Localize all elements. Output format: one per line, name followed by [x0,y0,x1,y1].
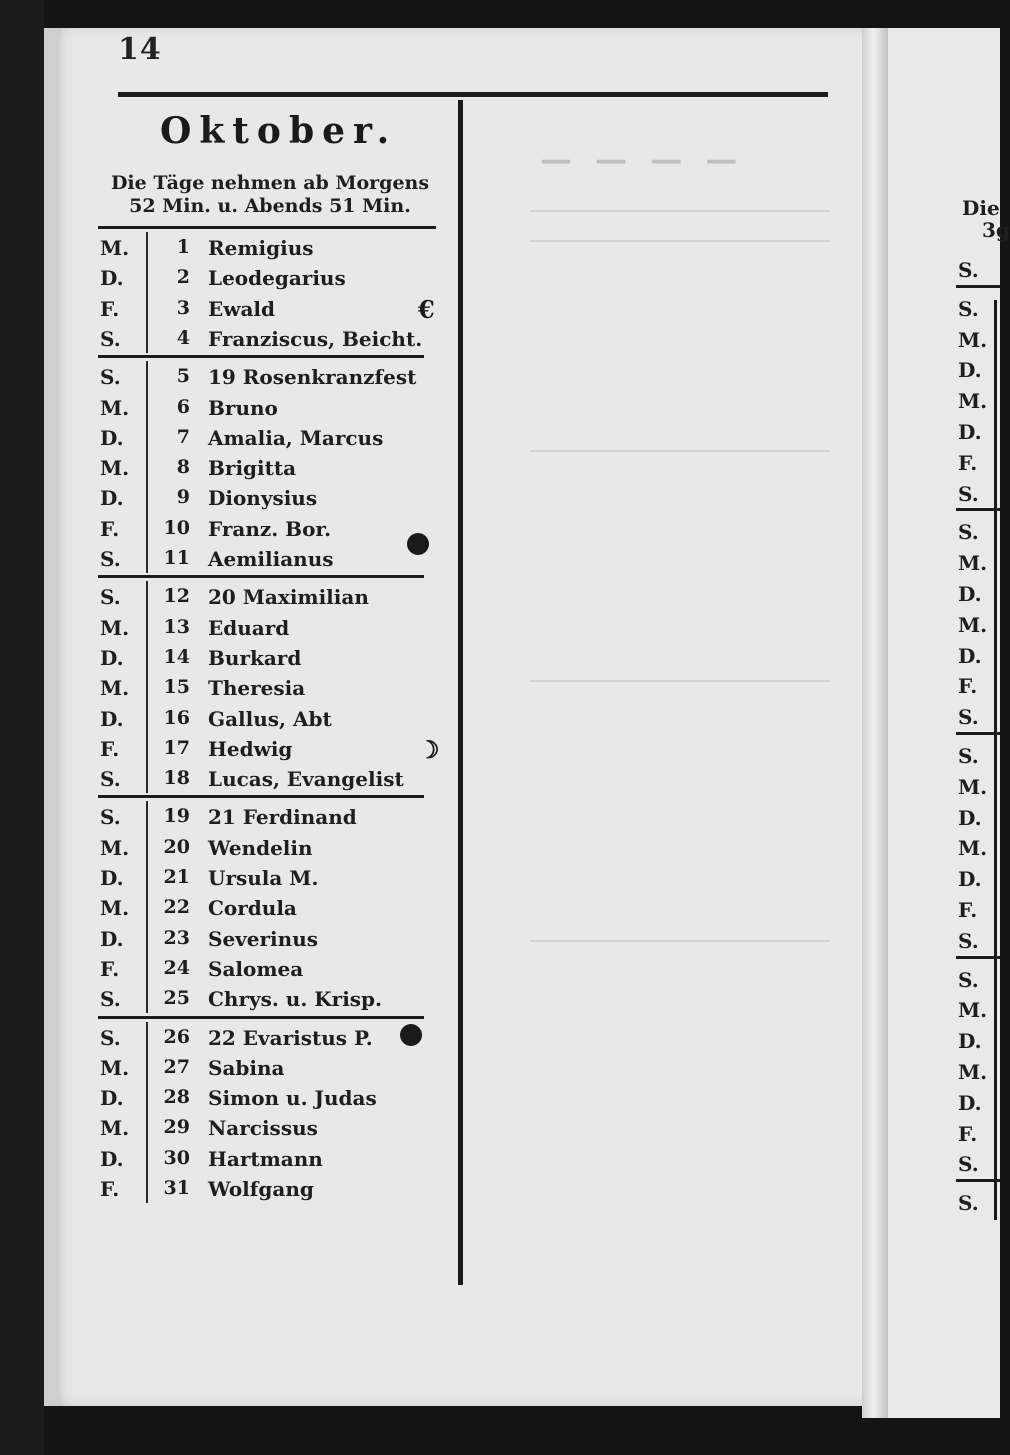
calendar-row [0,1116,440,1146]
calendar-row [0,616,440,646]
right-page-weekday: D. [958,420,982,444]
moon-phase-icon: ☽ [418,734,440,764]
saint-name: Theresia [208,676,306,701]
month-title: Oktober. [160,110,398,152]
right-page-header-1: Die [962,196,1000,220]
right-page-weekday: S. [958,928,979,953]
saint-name: Wolfgang [208,1177,314,1201]
saint-name: Leodegarius [208,266,346,291]
saint-name: Narcissus [208,1116,318,1141]
weekday: S. [100,326,121,351]
day-number: 10 [163,516,190,539]
bleed-line [530,240,830,242]
day-number: 25 [163,987,190,1010]
page-number: 14 [118,32,162,67]
day-number: 27 [163,1055,190,1078]
weekday: M. [100,236,130,260]
right-page-weekday: M. [958,998,988,1023]
right-page-weekday: D. [958,358,982,383]
day-length-line-2: 52 Min. u. Abends 51 Min. [129,195,411,217]
right-page-weekday: S. [958,1152,979,1177]
day-number: 5 [176,365,190,388]
weekday-divider [146,1022,148,1204]
weekday: D. [100,866,124,890]
weekday: D. [100,645,124,670]
day-number: 19 [163,805,190,828]
calendar-row [0,927,440,957]
bleed-through-text [470,120,830,1300]
saint-name: Eduard [208,615,290,640]
saint-name: Chrys. u. Krisp. [208,987,382,1012]
calendar-row [0,866,440,896]
weekday: F. [100,1177,120,1201]
day-number: 6 [176,395,190,418]
day-number: 26 [163,1025,190,1048]
right-page-weekday: D. [958,867,982,892]
calendar-row [0,236,440,266]
calendar-row [0,676,440,706]
calendar-row [0,327,440,357]
saint-name: Ursula M. [208,866,319,890]
weekday: D. [100,926,124,951]
day-length-line-1: Die Täge nehmen ab Morgens [110,172,430,194]
day-number: 14 [163,645,190,668]
right-page-weekday: F. [958,1121,978,1146]
saint-name: Franziscus, Beicht. [208,326,423,351]
full-moon-icon [407,533,429,555]
saint-name: Salomea [208,956,304,981]
saint-name: Hartmann [208,1146,323,1171]
weekday: F. [100,956,120,981]
right-page-weekday: F. [958,898,978,922]
calendar-row [0,734,440,767]
calendar-row [0,957,440,987]
week-rule [98,355,424,358]
day-number: 18 [163,767,190,790]
weekday: M. [100,615,130,640]
day-number: 8 [176,456,190,479]
weekday: M. [100,456,130,481]
saint-name: 22 Evaristus P. [208,1025,373,1050]
calendar-row [0,836,440,866]
day-number: 3 [176,296,190,319]
day-number: 16 [163,706,190,729]
right-page-rule [956,732,1000,735]
bleed-line [530,940,830,942]
calendar-row [0,426,440,456]
saint-name: Brigitta [208,456,297,481]
saint-name: Dionysius [208,486,318,511]
column-divider [458,100,463,1285]
right-page-rule [956,285,1000,288]
calendar-row [0,365,440,395]
day-number: 11 [163,547,190,569]
saint-name: 20 Maximilian [208,585,369,610]
weekday: D. [100,266,124,291]
weekday: M. [100,835,130,860]
calendar-row [0,396,440,426]
week-rule [98,1016,424,1019]
right-page-rule [956,1179,1000,1182]
saint-name: Severinus [208,926,318,951]
saint-name: Franz. Bor. [208,516,332,541]
calendar-row [0,486,440,516]
weekday: S. [100,585,121,610]
saint-name: 21 Ferdinand [208,805,357,830]
saint-name: Aemilianus [208,547,334,571]
right-page-weekday: S. [958,705,979,730]
right-page-weekday: F. [958,674,978,699]
day-number: 30 [163,1146,190,1169]
week-rule [98,575,424,578]
right-page-rule [956,508,1000,511]
weekday: S. [100,547,121,571]
calendar-row [0,767,440,797]
saint-name: Cordula [208,896,297,921]
day-number: 23 [163,926,190,949]
weekday: F. [100,516,120,541]
weekday: S. [100,365,121,390]
calendar-row [0,805,440,835]
day-number: 15 [163,676,190,699]
saint-name: Remigius [208,236,314,260]
calendar-row [0,896,440,926]
weekday: D. [100,706,124,731]
saint-name: Ewald [208,296,276,321]
right-page-weekday: M. [958,612,988,637]
weekday: F. [100,296,120,321]
weekday-divider [146,581,148,793]
weekday: S. [100,767,121,792]
right-page-weekday: S. [958,520,979,545]
weekday: S. [100,805,121,830]
saint-name: Wendelin [208,835,313,860]
calendar-row [0,547,440,577]
day-number: 21 [163,866,190,888]
weekday-divider [146,232,148,353]
weekday: M. [100,395,130,420]
right-page-weekday: M. [958,551,988,576]
moon-phase-icon: € [418,294,435,324]
right-page-weekday: D. [958,582,982,606]
weekday: D. [100,425,124,450]
right-page-weekday: D. [958,805,982,830]
day-number: 17 [163,736,190,759]
weekday: D. [100,1086,124,1111]
right-page-rule [956,956,1000,959]
calendar-row [0,1086,440,1116]
weekday: D. [100,1146,124,1171]
bleed-line [530,210,830,212]
week-rule [98,795,424,798]
weekday: M. [100,1055,130,1080]
bleed-line [530,450,830,452]
saint-name: Amalia, Marcus [208,425,384,450]
saint-name: Gallus, Abt [208,706,332,731]
day-number: 29 [163,1116,190,1139]
weekday: D. [100,486,124,511]
header-rule [118,92,828,97]
right-page-weekday: M. [958,1060,988,1084]
day-number: 28 [163,1086,190,1109]
bleed-through-title: — — — — [540,140,744,178]
day-number: 12 [163,585,190,608]
calendar-row [0,266,440,296]
day-number: 4 [176,326,190,349]
calendar-row [0,1147,440,1177]
weekday-divider [146,361,148,573]
saint-name: Hedwig [208,736,293,761]
calendar-row [0,517,440,547]
right-page-weekday: M. [958,327,988,352]
weekday: S. [100,987,121,1012]
new-moon-icon [400,1024,422,1046]
saint-name: Sabina [208,1055,285,1080]
weekday: M. [100,896,130,921]
weekday-divider [146,801,148,1013]
calendar-row [0,1056,440,1086]
saint-name: Burkard [208,645,302,670]
saint-name: Simon u. Judas [208,1086,377,1111]
right-page-weekday: D. [958,643,982,668]
calendar-row [0,707,440,737]
calendar-row [0,1026,440,1056]
calendar-row [0,646,440,676]
right-page-weekday: S. [958,744,979,768]
weekday: M. [100,676,130,701]
weekday: S. [100,1025,121,1050]
right-page-weekday: S. [958,296,979,321]
day-number: 24 [163,956,190,979]
day-number: 9 [176,486,190,509]
day-number: 1 [176,236,190,258]
day-number: 13 [163,615,190,638]
day-number: 20 [163,835,190,858]
week-rule [98,226,436,229]
calendar-row [0,456,440,486]
book-gutter [862,28,890,1418]
right-page-weekday: S. [958,258,979,282]
right-page-divider [994,300,997,1220]
calendar-row [0,294,440,327]
day-number: 22 [163,896,190,919]
calendar-row [0,987,440,1017]
right-page-header-2: 3g [982,218,1010,242]
calendar-row [0,585,440,615]
right-page-weekday: D. [958,1090,982,1115]
bleed-line [530,680,830,682]
saint-name: Bruno [208,395,278,420]
right-page-weekday: M. [958,774,988,799]
saint-name: 19 Rosenkranzfest [208,365,417,390]
right-page-weekday: S. [958,481,979,506]
right-page-weekday: D. [958,1029,982,1054]
weekday: F. [100,736,120,761]
right-page-weekday: F. [958,450,978,475]
day-number: 7 [176,425,190,448]
day-number: 2 [176,266,190,289]
right-page-weekday: S. [958,967,979,992]
weekday: M. [100,1116,130,1141]
day-number: 31 [163,1177,190,1199]
saint-name: Lucas, Evangelist [208,767,404,792]
right-page-weekday: S. [958,1191,979,1216]
right-page-weekday: M. [958,389,988,414]
calendar-row [0,1177,440,1207]
right-page-weekday: M. [958,836,988,861]
